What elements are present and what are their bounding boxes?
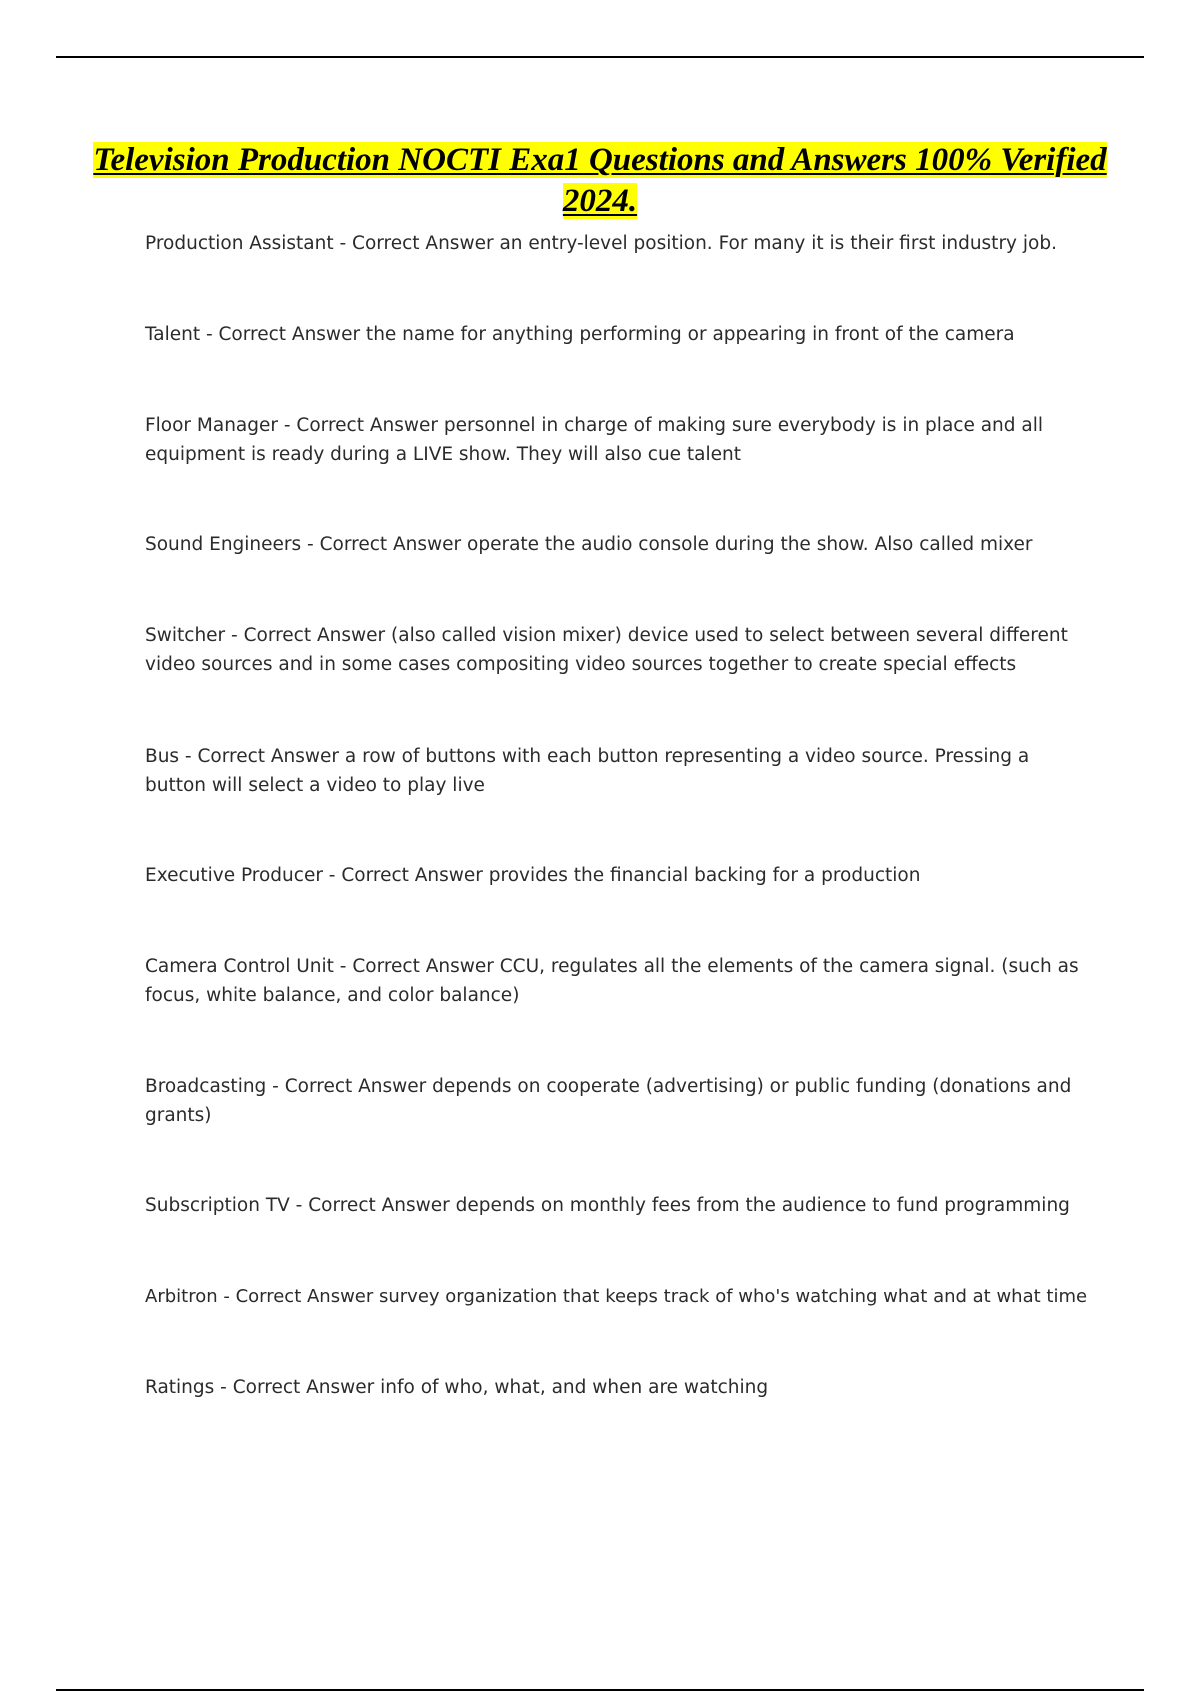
qa-item-ratings: Ratings - Correct Answer info of who, what, and when are watching xyxy=(145,1377,769,1398)
qa-item-bus: Bus - Correct Answer a row of buttons with each button representing a video source. Pressing a button will select a video to play live xyxy=(145,746,1030,796)
qa-item-talent: Talent - Correct Answer the name for anything performing or appearing in front of the camera xyxy=(145,324,1015,345)
qa-item-broadcasting: Broadcasting - Correct Answer depends on cooperate (advertising) or public funding (donations and grants) xyxy=(145,1076,1072,1126)
qa-item-arbitron: Arbitron - Correct Answer survey organization that keeps track of who's watching what and at what time xyxy=(145,1286,1088,1307)
qa-item-executive-producer: Executive Producer - Correct Answer provides the financial backing for a production xyxy=(145,865,921,886)
qa-item-switcher: Switcher - Correct Answer (also called vision mixer) device used to select between several different video sources and in some cases compositing video sources together to create special effects xyxy=(145,625,1068,675)
bottom-rule xyxy=(56,1689,1144,1691)
qa-item-floor-manager: Floor Manager - Correct Answer personnel in charge of making sure everybody is in place and all equipment is ready during a LIVE show. They will also cue talent xyxy=(145,415,1044,465)
qa-item-subscription-tv: Subscription TV - Correct Answer depends on monthly fees from the audience to fund programming xyxy=(145,1195,1070,1216)
document-title xyxy=(90,140,1110,222)
top-rule xyxy=(56,56,1144,58)
qa-item-sound-engineers: Sound Engineers - Correct Answer operate the audio console during the show. Also called mixer xyxy=(145,534,1033,555)
qa-item-camera-control-unit: Camera Control Unit - Correct Answer CCU, regulates all the elements of the camera signal. (such as focus, white balance, and color balance) xyxy=(145,956,1079,1006)
qa-item-production-assistant: Production Assistant - Correct Answer an entry-level position. For many it is their first industry job. xyxy=(145,233,1057,254)
document-title-text: Television Production NOCTI Exa1 Questions and Answers 100% Verified 2024. xyxy=(93,142,1107,219)
